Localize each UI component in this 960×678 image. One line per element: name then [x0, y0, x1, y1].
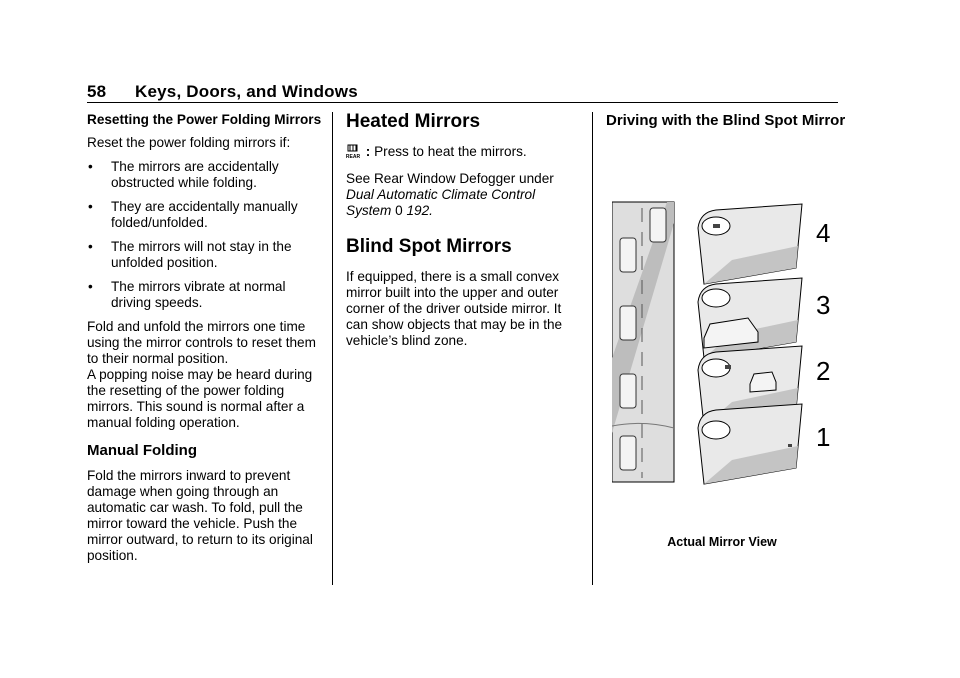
ref-period: .: [429, 203, 433, 218]
blind-spot-mirror-illustration: [612, 198, 840, 486]
figure-number: 4: [816, 218, 831, 248]
ref-arrow-icon: 0: [395, 203, 403, 218]
bullet-mark: •: [88, 239, 93, 254]
vehicle-icon: [620, 374, 636, 408]
heated-colon: :: [362, 144, 375, 159]
road-lane-diagram: [612, 202, 674, 482]
column-divider-2: [592, 112, 593, 585]
page-number: 58: [87, 82, 107, 101]
bullet-item: [87, 239, 327, 271]
popping-noise-paragraph: A popping noise may be heard during the resetting of the power folding mirrors. This sound is normal after a manual folding operation.: [87, 367, 313, 430]
reference-page[interactable]: 192: [406, 203, 430, 218]
rear-defog-icon: [346, 144, 360, 163]
page-header: [87, 82, 358, 102]
reset-paragraph: Fold and unfold the mirrors one time using the mirror controls to reset them to their normal position.: [87, 319, 316, 366]
section-title: Keys, Doors, and Windows: [135, 82, 358, 101]
see-text: See Rear Window Defogger under: [346, 171, 554, 186]
manual-folding-text: Fold the mirrors inward to prevent damage when going through an automatic car wash. To fold, pull the mirror toward the vehicle. Push the mirror outward, to return to its original position.: [87, 468, 313, 563]
mirror-view-3: [698, 278, 802, 358]
bullet-text: The mirrors are accidentally obstructed while folding.: [111, 159, 279, 190]
reset-intro: Reset the power folding mirrors if:: [87, 135, 291, 150]
bullet-mark: •: [88, 159, 93, 174]
figure-number: 1: [816, 422, 831, 452]
column-1: [87, 112, 327, 572]
blind-spot-heading: Blind Spot Mirrors: [346, 236, 512, 257]
figure-number: 3: [816, 290, 831, 320]
vehicle-icon: [620, 306, 636, 340]
bullet-text: They are accidentally manually folded/unfolded.: [111, 199, 298, 230]
column-2: [346, 112, 584, 357]
bullet-mark: •: [88, 199, 93, 214]
vehicle-icon: [650, 208, 666, 242]
driving-blind-spot-heading: Driving with the Blind Spot Mirror: [606, 112, 846, 129]
figure-caption: Actual Mirror View: [667, 535, 777, 549]
blind-spot-text: If equipped, there is a small convex mirror built into the upper and outer corner of the driver outside mirror. It can show objects that may be in the vehicle’s blind zone.: [346, 269, 563, 348]
vehicle-icon: [750, 372, 776, 392]
mirror-view-4: [698, 204, 802, 284]
vehicle-icon: [620, 436, 636, 470]
resetting-heading: Resetting the Power Folding Mirrors: [87, 112, 322, 127]
heated-mirrors-heading: Heated Mirrors: [346, 111, 481, 132]
rear-icon-label: REAR: [346, 154, 360, 159]
heated-button-line: [346, 144, 584, 163]
column-divider-1: [332, 112, 333, 585]
heated-text: Press to heat the mirrors.: [374, 144, 527, 159]
mirror-view-1: [698, 404, 802, 484]
bullet-item: [87, 159, 327, 191]
see-reference: [346, 171, 584, 219]
bullet-item: [87, 199, 327, 231]
manual-folding-heading: Manual Folding: [87, 442, 197, 459]
vehicle-icon: [620, 238, 636, 272]
bullet-text: The mirrors will not stay in the unfolded position.: [111, 239, 292, 270]
column-3: [606, 112, 846, 129]
reference-link[interactable]: Dual Automatic Climate Control System: [346, 187, 536, 218]
header-rule: [87, 102, 838, 103]
bullet-item: [87, 279, 327, 311]
bullet-mark: •: [88, 279, 93, 294]
bullet-text: The mirrors vibrate at normal driving speeds.: [111, 279, 286, 310]
figure-number: 2: [816, 356, 831, 386]
